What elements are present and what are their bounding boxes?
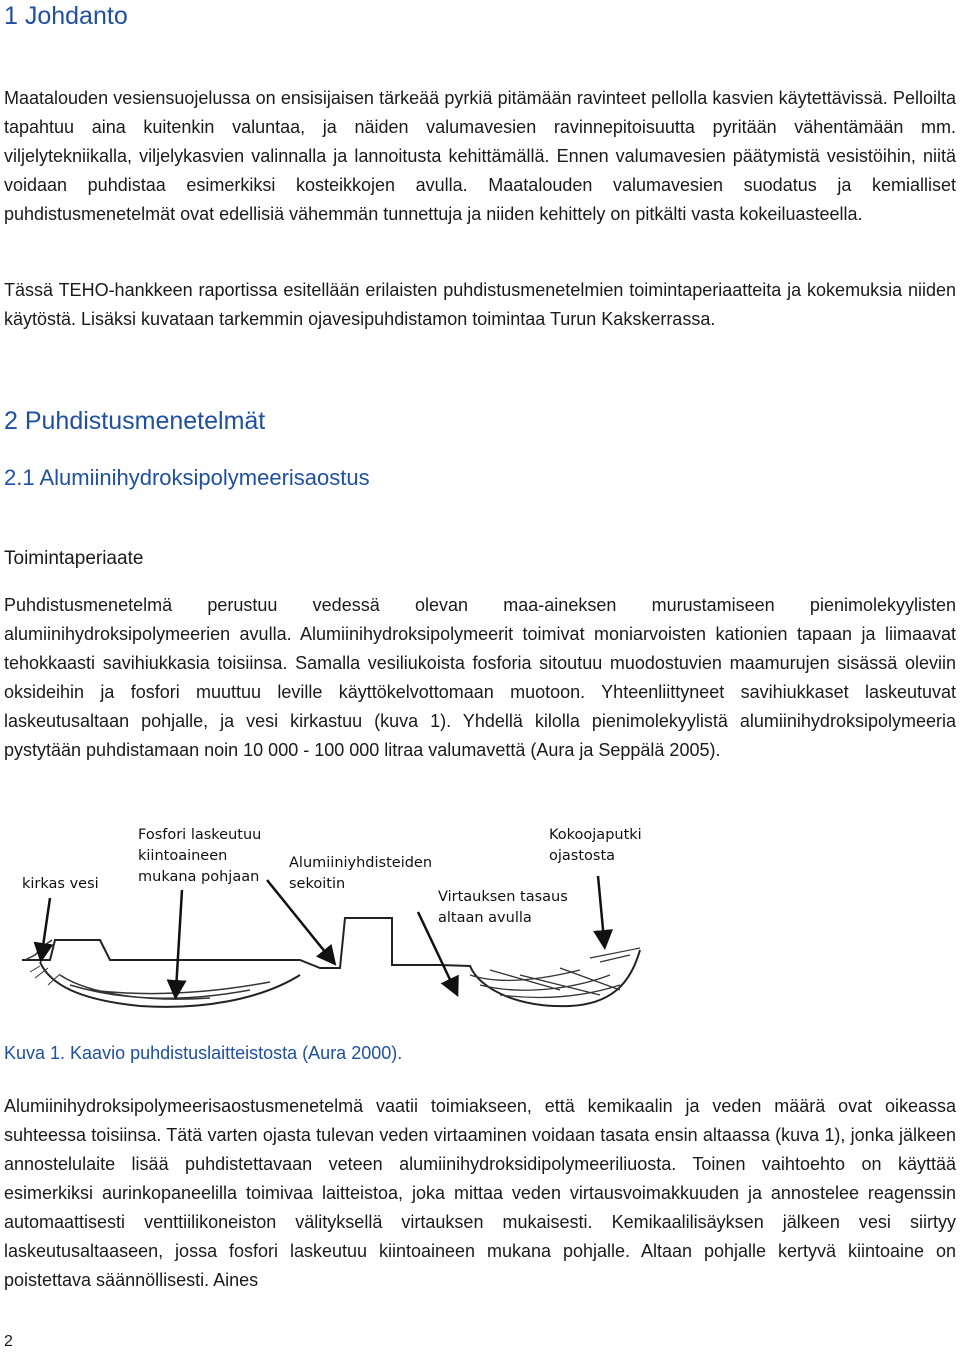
paragraph-principle: Puhdistusmenetelmä perustuu vedessä olevan maa-aineksen murustamiseen pienimolekyylisten alumiinihydroksipolymeerien avulla. Alumiinihydroksipolymeerit toimivat moniarvoisten kationien tapaan ja liimaavat tehokkaasti savihiukkasia toisiinsa. Samalla vesiliukoista fosforia sitoutuu muodostuvien maamurujen sisässä oleviin oksideihin ja fosfori muuttuu leville käyttökelvottomaan muotoon. Yhteenliittyneet savihiukkaset laskeutuvat laskeutusaltaan pohjalle, ja vesi kirkastuu (kuva 1). Yhdellä kilolla pienimolekyylistä alumiinihydroksipolymeeria pystytään puhdistamaan noin 10 000 - 100 000 litraa valumavettä (Aura ja Seppälä 2005). [4, 595, 956, 760]
figure-label-collector-pipe: Kokoojaputki ojastosta [549, 827, 642, 864]
figure-caption: Kuva 1. Kaavio puhdistuslaitteistosta (Aura 2000). [4, 1043, 403, 1063]
paragraph-intro-2: Tässä TEHO-hankkeen raportissa esitellään erilaisten puhdistusmenetelmien toimintaperiaatteita ja kokemuksia niiden käytöstä. Lisäksi kuvataan tarkemmin ojavesipuhdistamon toimintaa Turun Kakskerrassa. [4, 280, 956, 329]
heading-aluminium-precipitation: 2.1 Alumiinihydroksipolymeerisaostus [4, 465, 370, 490]
figure-label-sediment: Fosfori laskeutuu kiintoaineen mukana pohjaan [138, 827, 262, 885]
left-ramp [25, 940, 52, 960]
ground-line [22, 918, 440, 968]
figure-label-flow-equalization: Virtauksen tasaus altaan avulla [438, 889, 568, 926]
right-basin-sediment [470, 968, 620, 998]
figure-label-mixer: Alumiiniyhdisteiden sekoitin [289, 855, 433, 892]
arrow-pipe [598, 876, 604, 940]
paragraph-method-details: Alumiinihydroksipolymeerisaostusmenetelmä vaatii toimiakseen, että kemikaalin ja veden määrä ovat oikeassa suhteessa toisiinsa. Tätä varten ojasta tulevan veden virtaaminen voidaan tasata ensin altaassa (kuva 1), jonka jälkeen annostelulaite lisää puhdistettavaan veteen alumiinihydroksidipolymeeriliuosta. Toinen vaihtoehto on käyttää esimerkiksi aurinkopaneelilla toimivaa laitteistoa, joka mittaa veden virtausvoimakkuuden ja annostelee reagenssin automaattisesti venttiilikoneiston välityksellä virtauksen mukaisesti. Kemikaalilisäyksen jälkeen vesi siirtyy laskeutusaltaaseen, jossa fosfori laskeutuu kiintoaineen mukana pohjalle. Altaan pohjalle kertyvä kiintoaine on poistettava säännöllisesti. Aines [4, 1096, 956, 1290]
page-number: 2 [4, 1333, 13, 1350]
heading-introduction: 1 Johdanto [4, 2, 128, 30]
heading-methods: 2 Puhdistusmenetelmät [4, 407, 266, 435]
arrow-sediment [176, 890, 182, 990]
figure-label-clear-water: kirkas vesi [22, 876, 99, 892]
right-bank [590, 948, 640, 962]
left-basin-sediment [60, 975, 270, 999]
paragraph-intro-1: Maatalouden vesiensuojelussa on ensisijaisen tärkeää pyrkiä pitämään ravinteet pellolla kasvien käytettävissä. Pelloilta tapahtuu aina kuitenkin valuntaa, ja näiden valumavesien ravinnepitoisuutta pyritään vähentämään mm. viljelytekniikalla, viljelykasvien valinnalla ja lannoitusta kehittämällä. Ennen valumavesien päätymistä vesistöihin, niitä voidaan puhdistaa esimerkiksi kosteikkojen avulla. Maatalouden valumavesien suodatus ja kemialliset puhdistusmenetelmät ovat edellisiä vähemmän tunnettuja ja niiden kehittely on pitkälti vasta kokeiluasteella. [4, 88, 956, 224]
heading-operating-principle: Toimintaperiaate [4, 548, 144, 569]
